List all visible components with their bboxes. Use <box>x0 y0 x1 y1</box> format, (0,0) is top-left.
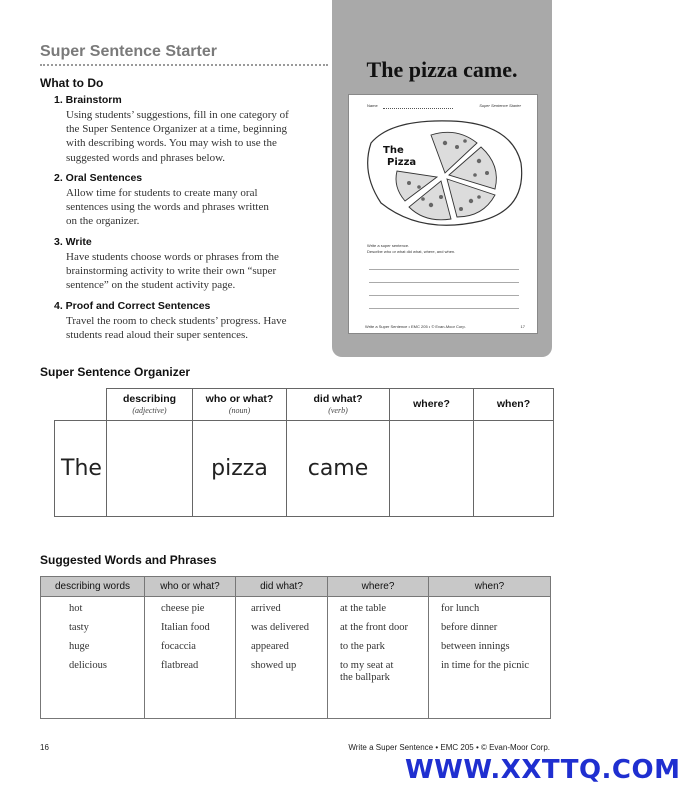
step-body-oral-sentences: Allow time for students to create many oral sentences using the words and phrases written on the organizer. <box>66 187 269 228</box>
step-body-brainstorm: Using students’ suggestions, fill in one category of the Super Sentence Organizer at a time, beginning with describing words. You may wish to use the suggested words and phrases below. <box>66 109 289 164</box>
thumb-writing-line <box>369 295 519 296</box>
thumb-name-label: Name <box>367 103 378 108</box>
student-page-thumbnail <box>348 94 538 334</box>
thumb-name-line <box>383 108 453 109</box>
suggested-cell-describing: hot tasty huge delicious <box>41 597 145 719</box>
suggested-col-when: when? <box>429 577 551 597</box>
thumb-footer-left: Write a Super Sentence • EMC 205 • © Evan-Moor Corp. <box>365 324 466 329</box>
thumb-writing-line <box>369 308 519 309</box>
page-title: Super Sentence Starter <box>40 43 217 60</box>
organizer-cell-start: The <box>55 421 107 517</box>
organizer-col-who-or-what: who or what? (noun) <box>193 389 287 421</box>
footer-credit: Write a Super Sentence • EMC 205 • © Evan-Moor Corp. <box>348 743 550 752</box>
pizza-icon <box>361 113 529 231</box>
suggested-col-describing: describing words <box>41 577 145 597</box>
thumb-writing-line <box>369 269 519 270</box>
step-body-write: Have students choose words or phrases from the brainstorming activity to write their own “super sentence” on the student activity page. <box>66 251 279 292</box>
suggested-cell-when: for lunch before dinner between innings in time for the picnic <box>429 597 551 719</box>
suggested-cell-who-or-what: cheese pie Italian food focaccia flatbread <box>145 597 236 719</box>
organizer-cell-describing <box>107 421 193 517</box>
organizer-col-when: when? <box>474 389 554 421</box>
organizer-cell-did-what: came <box>287 421 390 517</box>
step-title-proof-correct: 4. Proof and Correct Sentences <box>54 300 211 312</box>
svg-text:Pizza: Pizza <box>387 157 417 168</box>
page-number: 16 <box>40 743 49 752</box>
organizer-cell-when <box>474 421 554 517</box>
thumb-footer-right: 17 <box>520 324 525 329</box>
suggested-cell-did-what: arrived was delivered appeared showed up <box>236 597 328 719</box>
organizer-col-where: where? <box>390 389 474 421</box>
organizer-table <box>54 388 554 517</box>
step-title-oral-sentences: 2. Oral Sentences <box>54 172 143 184</box>
step-title-write: 3. Write <box>54 236 92 248</box>
organizer-col-describing: describing (adjective) <box>107 389 193 421</box>
organizer-cell-where <box>390 421 474 517</box>
suggested-col-who-or-what: who or what? <box>145 577 236 597</box>
thumb-instruction-2: Describe who or what did what, where, and when. <box>367 249 456 254</box>
thumb-writing-line <box>369 282 519 283</box>
watermark: WWW.XXTTQ.COM <box>405 755 681 785</box>
suggested-table <box>40 576 551 719</box>
dotted-divider <box>40 64 328 66</box>
organizer-corner <box>55 389 107 421</box>
what-to-do-heading: What to Do <box>40 76 104 90</box>
organizer-heading: Super Sentence Organizer <box>40 365 191 379</box>
thumb-header-right: Super Sentence Starter <box>479 103 521 108</box>
organizer-cell-who-or-what: pizza <box>193 421 287 517</box>
suggested-col-did-what: did what? <box>236 577 328 597</box>
svg-text:The: The <box>383 145 404 156</box>
step-title-brainstorm: 1. Brainstorm <box>54 94 122 106</box>
suggested-heading: Suggested Words and Phrases <box>40 553 217 567</box>
thumb-instruction-1: Write a super sentence. <box>367 243 410 248</box>
suggested-col-where: where? <box>328 577 429 597</box>
organizer-col-did-what: did what? (verb) <box>287 389 390 421</box>
suggested-cell-where: at the table at the front door to the park to my seat at the ballpark <box>328 597 429 719</box>
step-body-proof-correct: Travel the room to check students’ progress. Have students read aloud their super sentences. <box>66 315 287 342</box>
example-sentence: The pizza came. <box>366 57 518 82</box>
